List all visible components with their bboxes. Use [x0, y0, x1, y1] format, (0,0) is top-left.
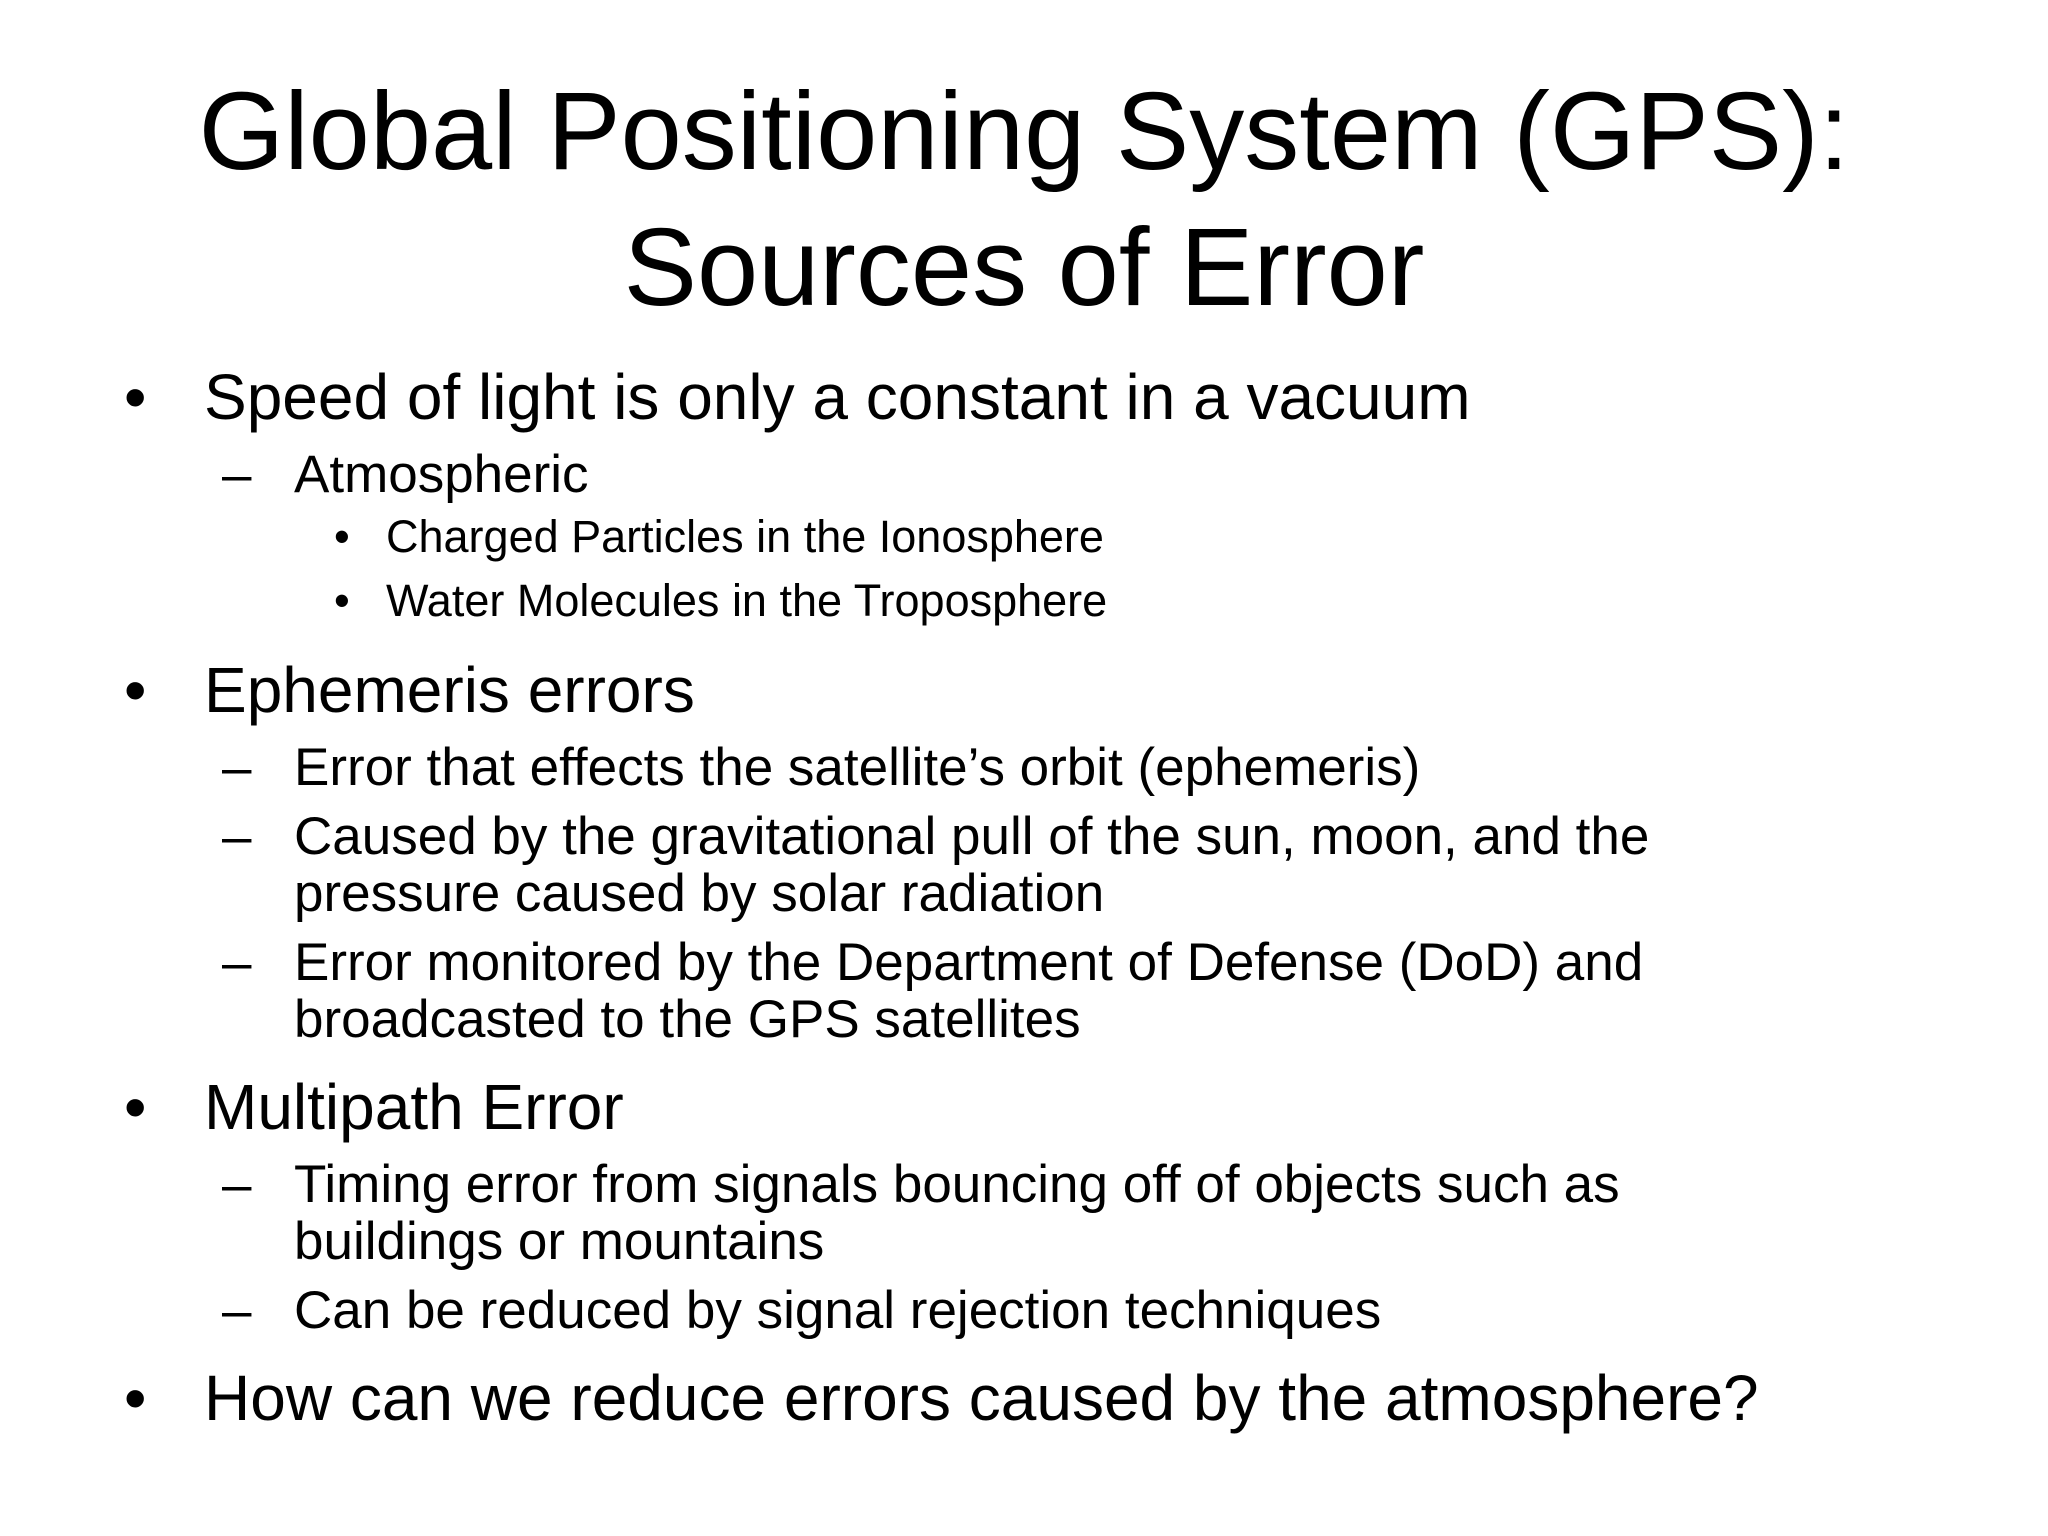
sub-sub-bullet-text: Water Molecules in the Troposphere [386, 575, 1108, 626]
bullet-marker: • [334, 511, 350, 562]
bullet-text: Multipath Error [204, 1071, 624, 1143]
sub-bullet-item [0, 1156, 1814, 1270]
sub-bullet-item [0, 1282, 1814, 1339]
bullet-item [0, 1361, 2048, 1435]
dash-marker: – [222, 807, 252, 866]
bullet-item [0, 1070, 2048, 1144]
slide-title [0, 64, 2048, 336]
bullet-marker: • [124, 1071, 147, 1143]
sub-sub-bullet-item [0, 571, 2048, 631]
dash-marker: – [222, 445, 252, 504]
bullet-text: Speed of light is only a constant in a vacuum [204, 361, 1471, 433]
bullet-text: How can we reduce errors caused by the atmosphere? [204, 1362, 1759, 1434]
bullet-marker: • [124, 361, 147, 433]
sub-bullet-text: Atmospheric [294, 445, 589, 504]
sub-bullet-text: Can be reduced by signal rejection techniques [294, 1281, 1382, 1340]
sub-sub-bullet-text: Charged Particles in the Ionosphere [386, 511, 1104, 562]
sub-bullet-text: Timing error from signals bouncing off of objects such as buildings or mountains [294, 1155, 1620, 1271]
bullet-marker: • [124, 654, 147, 726]
dash-marker: – [222, 1281, 252, 1340]
dash-marker: – [222, 1155, 252, 1214]
slide-title-line-2: Sources of Error [623, 206, 1425, 329]
sub-bullet-item [0, 446, 1814, 503]
slide-title-line-1: Global Positioning System (GPS): [198, 70, 1850, 193]
sub-sub-bullet-item [0, 507, 2048, 567]
sub-bullet-text: Error that effects the satellite’s orbit (ephemeris) [294, 738, 1421, 797]
dash-marker: – [222, 933, 252, 992]
sub-bullet-item [0, 739, 1814, 796]
bullet-marker: • [124, 1362, 147, 1434]
sub-bullet-item [0, 934, 1814, 1048]
bullet-text: Ephemeris errors [204, 654, 695, 726]
bullet-item [0, 653, 2048, 727]
dash-marker: – [222, 738, 252, 797]
sub-bullet-item [0, 808, 1814, 922]
sub-bullet-text: Caused by the gravitational pull of the sun, moon, and the pressure caused by solar radiation [294, 807, 1650, 923]
sub-bullet-text: Error monitored by the Department of Defense (DoD) and broadcasted to the GPS satellites [294, 933, 1644, 1049]
bullet-list [0, 360, 2048, 1435]
bullet-marker: • [334, 575, 350, 626]
bullet-item [0, 360, 2048, 434]
